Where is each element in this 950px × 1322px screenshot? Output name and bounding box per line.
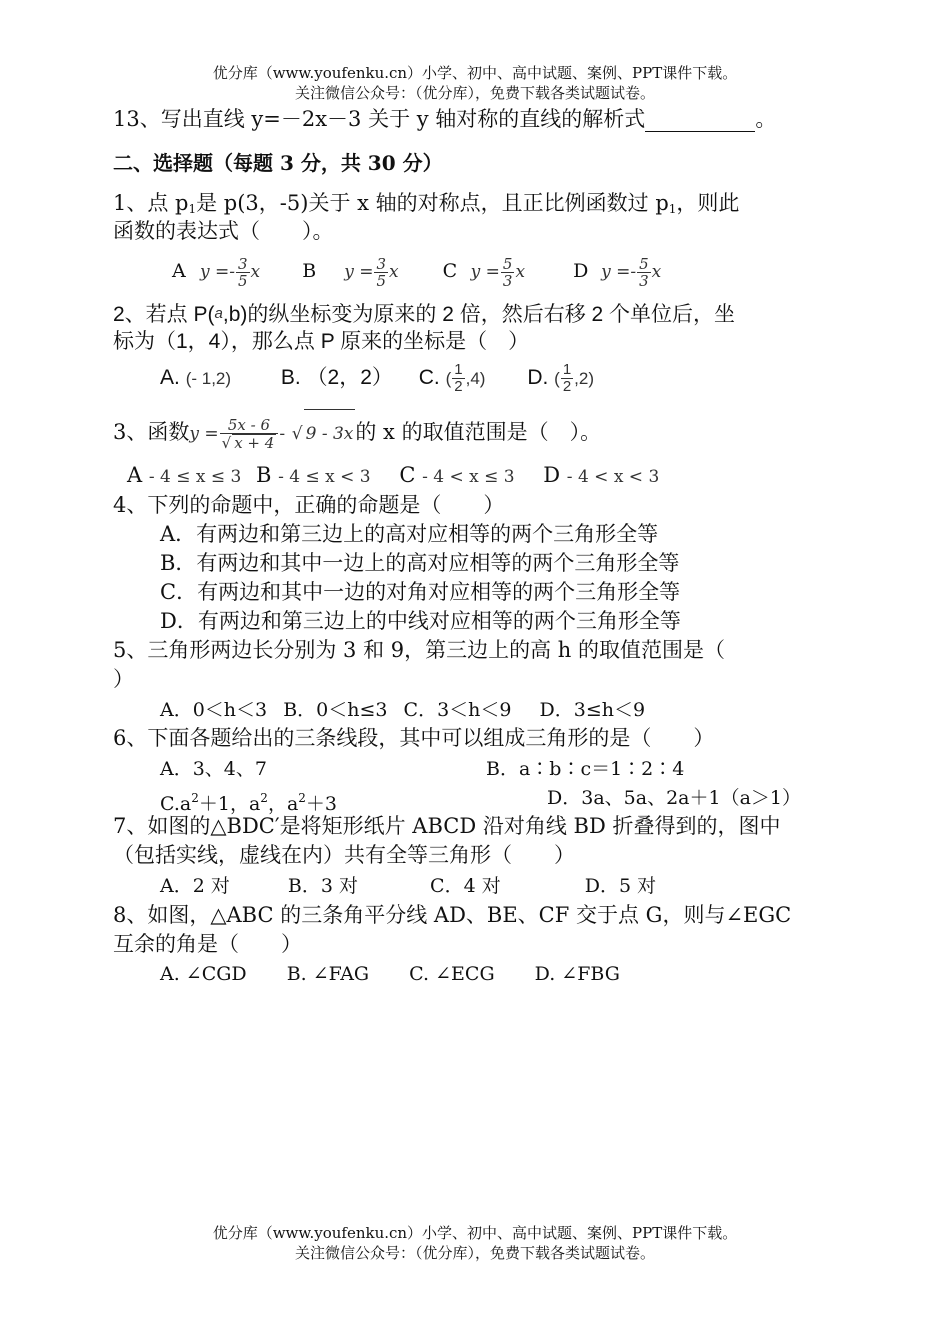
q3-option-c-label: C (399, 463, 416, 487)
q3-option-a-value: - 4 ≤ x ≤ 3 (148, 467, 242, 487)
q1-option-b-fraction (374, 256, 388, 289)
q2-option-c-label: C. (418, 366, 440, 389)
q3-frac-den: √ x + 4 (221, 433, 275, 452)
q1-c-den: 3 (502, 271, 513, 290)
question-7-options (160, 873, 656, 899)
q1-b-num: 3 (376, 254, 386, 273)
q1-option-b-label: B (302, 260, 317, 282)
q2-d-num: 1 (562, 360, 572, 378)
question-5-stem: 5、三角形两边长分别为 3 和 9，第三边上的高 h 的取值范围是（ (113, 638, 725, 662)
q1-stem-a: 1、点 p (113, 191, 189, 215)
q2-option-b-value: （2，2） (306, 366, 393, 389)
q1-subscript-2: 1 (668, 202, 677, 216)
q2-option-c-close: ,4) (465, 369, 486, 388)
question-5-options (160, 697, 645, 723)
q1-option-c-fraction (501, 256, 515, 289)
q1-option-a-prefix: y =- (200, 262, 235, 282)
footer-line-1: 优分库（www.youfenku.cn）小学、初中、高中试题、案例、PPT课件下载。 (212, 1224, 738, 1242)
q1-option-b-var: x (389, 262, 399, 282)
question-13 (113, 106, 776, 132)
q2-option-a-label: A. (160, 366, 180, 389)
q1-option-b-prefix: y = (344, 262, 374, 282)
q4-option-b: B．有两边和其中一边上的高对应相等的两个三角形全等 (160, 551, 680, 575)
q5-option-b: B．0＜h≤3 (283, 699, 388, 721)
q6-option-b: B．a∶b∶c＝1∶2∶4 (486, 758, 685, 780)
q2-option-d-label: D. (527, 366, 549, 389)
q2-option-a-value: (- 1,2) (185, 369, 232, 388)
q3-frac-num: 5x - 6 (220, 417, 279, 434)
q2-option-c-open: ( (445, 369, 452, 388)
question-13-text: 13、写出直线 y=－2x－3 关于 y 轴对称的直线的解析式 (113, 107, 646, 131)
q1-stem-c: ，则此 (676, 191, 740, 215)
q4-option-a: A．有两边和第三边上的高对应相等的两个三角形全等 (160, 522, 659, 546)
question-2-options (160, 358, 594, 399)
q6-c-part-a: C.a (160, 793, 192, 815)
q2-option-d-close: ,2) (574, 369, 595, 388)
answer-blank (645, 113, 755, 132)
q3-sqrt-radicand: 9 - 3x (304, 409, 356, 458)
q2-option-d-open: ( (554, 369, 560, 388)
question-4-stem: 4、下列的命题中，正确的命题是（ ） (113, 493, 505, 517)
q3-fraction (220, 417, 279, 451)
q3-option-b-value: - 4 ≤ x < 3 (278, 467, 371, 487)
q1-option-d-label: D (573, 260, 589, 282)
q2-stem-b: ,b)的纵坐标变为原来的 2 倍，然后右移 2 个单位后，坐 (222, 303, 736, 326)
q6-option-a: A．3、4、7 (160, 758, 267, 780)
q8-option-d: D. ∠FBG (534, 963, 620, 985)
q1-option-c-var: x (515, 262, 526, 282)
q1-c-num: 5 (502, 254, 513, 273)
q3-stem-b: 的 x 的取值范围是（ ）。 (355, 420, 602, 444)
q2-option-c-fraction (452, 362, 464, 395)
question-3-stem (113, 408, 601, 458)
q5-option-d: D．3≤h＜9 (539, 699, 646, 721)
q1-stem-b: 是 p(3，-5)关于 x 轴的对称点，且正比例函数过 p (196, 191, 669, 215)
question-3-options (127, 462, 659, 490)
q2-c-den: 2 (454, 377, 463, 395)
footer-line-2: 关注微信公众号：（优分库），免费下载各类试题试卷。 (294, 1244, 655, 1262)
q7-option-b: B．3 对 (287, 875, 358, 897)
q2-stem-a: 2、若点 P( (113, 303, 215, 326)
q4-option-c: C．有两边和其中一边的对角对应相等的两个三角形全等 (160, 580, 681, 604)
q1-d-den: 3 (639, 271, 649, 290)
q1-option-a-var: x (250, 262, 261, 282)
question-1-stem-line2: 函数的表达式（ ）。 (113, 219, 334, 243)
q6-c-sup-3: 2 (298, 791, 306, 805)
q1-subscript-1: 1 (188, 202, 197, 216)
q1-option-a-fraction (236, 256, 250, 289)
q3-option-d-value: - 4 < x < 3 (566, 467, 660, 487)
q3-y-equals: y = (189, 424, 219, 444)
header-line-1: 优分库（www.youfenku.cn）小学、初中、高中试题、案例、PPT课件下载。 (212, 64, 738, 82)
q1-option-d-prefix: y =- (601, 262, 637, 282)
q2-c-num: 1 (454, 360, 463, 378)
q4-option-d: D．有两边和第三边上的中线对应相等的两个三角形全等 (160, 609, 681, 633)
q8-option-c: C. ∠ECG (409, 963, 495, 985)
q2-option-b-label: B. (280, 366, 301, 389)
header-line-2: 关注微信公众号：（优分库），免费下载各类试题试卷。 (294, 84, 655, 102)
q1-a-den: 5 (238, 271, 248, 290)
question-8-stem-line2: 互余的角是（ ） (113, 932, 302, 956)
question-5-stem-line2: ） (113, 667, 134, 691)
question-1-options (172, 251, 661, 292)
q1-a-num: 3 (238, 254, 248, 273)
q3-frac-den-radicand: x + 4 (234, 433, 275, 452)
q1-option-a-label: A (172, 260, 186, 282)
q1-option-c-prefix: y = (470, 262, 500, 282)
q7-option-a: A．2 对 (160, 875, 230, 897)
q1-option-d-var: x (651, 262, 662, 282)
q6-c-part-d: ＋3 (305, 793, 337, 815)
q1-option-c-label: C (442, 260, 458, 282)
q1-b-den: 5 (376, 271, 386, 290)
q6-c-sup-1: 2 (191, 791, 199, 805)
section-title: 二、选择题（每题 3 分，共 30 分） (113, 151, 443, 175)
question-8-stem: 8、如图，△ABC 的三条角平分线 AD、BE、CF 交于点 G，则与∠EGC (113, 903, 792, 927)
question-7-stem-line2: （包括实线，虚线在内）共有全等三角形（ ） (113, 843, 575, 867)
q5-option-a: A．0＜h＜3 (160, 699, 268, 721)
question-2-stem (113, 301, 735, 328)
q2-d-den: 2 (562, 377, 572, 395)
q5-option-c: C．3＜h＜9 (403, 699, 512, 721)
q2-option-d-fraction (561, 362, 573, 395)
q6-option-d: D．3a、5a、2a＋1（a＞1） (547, 787, 801, 809)
q7-option-c: C．4 对 (430, 875, 501, 897)
question-7-stem: 7、如图的△BDC′是将矩形纸片 ABCD 沿对角线 BD 折叠得到的，图中 (113, 814, 781, 838)
q6-c-part-b: ＋1，a (198, 793, 261, 815)
q1-d-num: 5 (639, 254, 649, 273)
q2-var-a: a (214, 305, 223, 322)
q1-option-d-fraction (637, 256, 651, 289)
q8-option-b: B. ∠FAG (286, 963, 370, 985)
q6-c-part-c: ，a (267, 793, 299, 815)
q3-minus: - (279, 424, 286, 444)
q3-option-a-label: A (127, 463, 143, 487)
q3-option-c-value: - 4 < x ≤ 3 (422, 467, 515, 487)
q3-option-b-label: B (256, 463, 272, 487)
question-8-options (160, 961, 620, 987)
q3-stem-a: 3、函数 (113, 420, 190, 444)
q6-c-sup-2: 2 (260, 791, 268, 805)
question-13-tail: 。 (755, 107, 777, 131)
q7-option-d: D．5 对 (584, 875, 657, 897)
question-6-stem: 6、下面各题给出的三条线段，其中可以组成三角形的是（ ） (113, 726, 715, 750)
q3-option-d-label: D (543, 463, 561, 487)
question-2-stem-line2: 标为（1，4），那么点 P 原来的坐标是（ ） (113, 330, 530, 353)
q3-sqrt: √ 9 - 3x (292, 424, 356, 444)
q8-option-a: A. ∠CGD (160, 963, 247, 985)
